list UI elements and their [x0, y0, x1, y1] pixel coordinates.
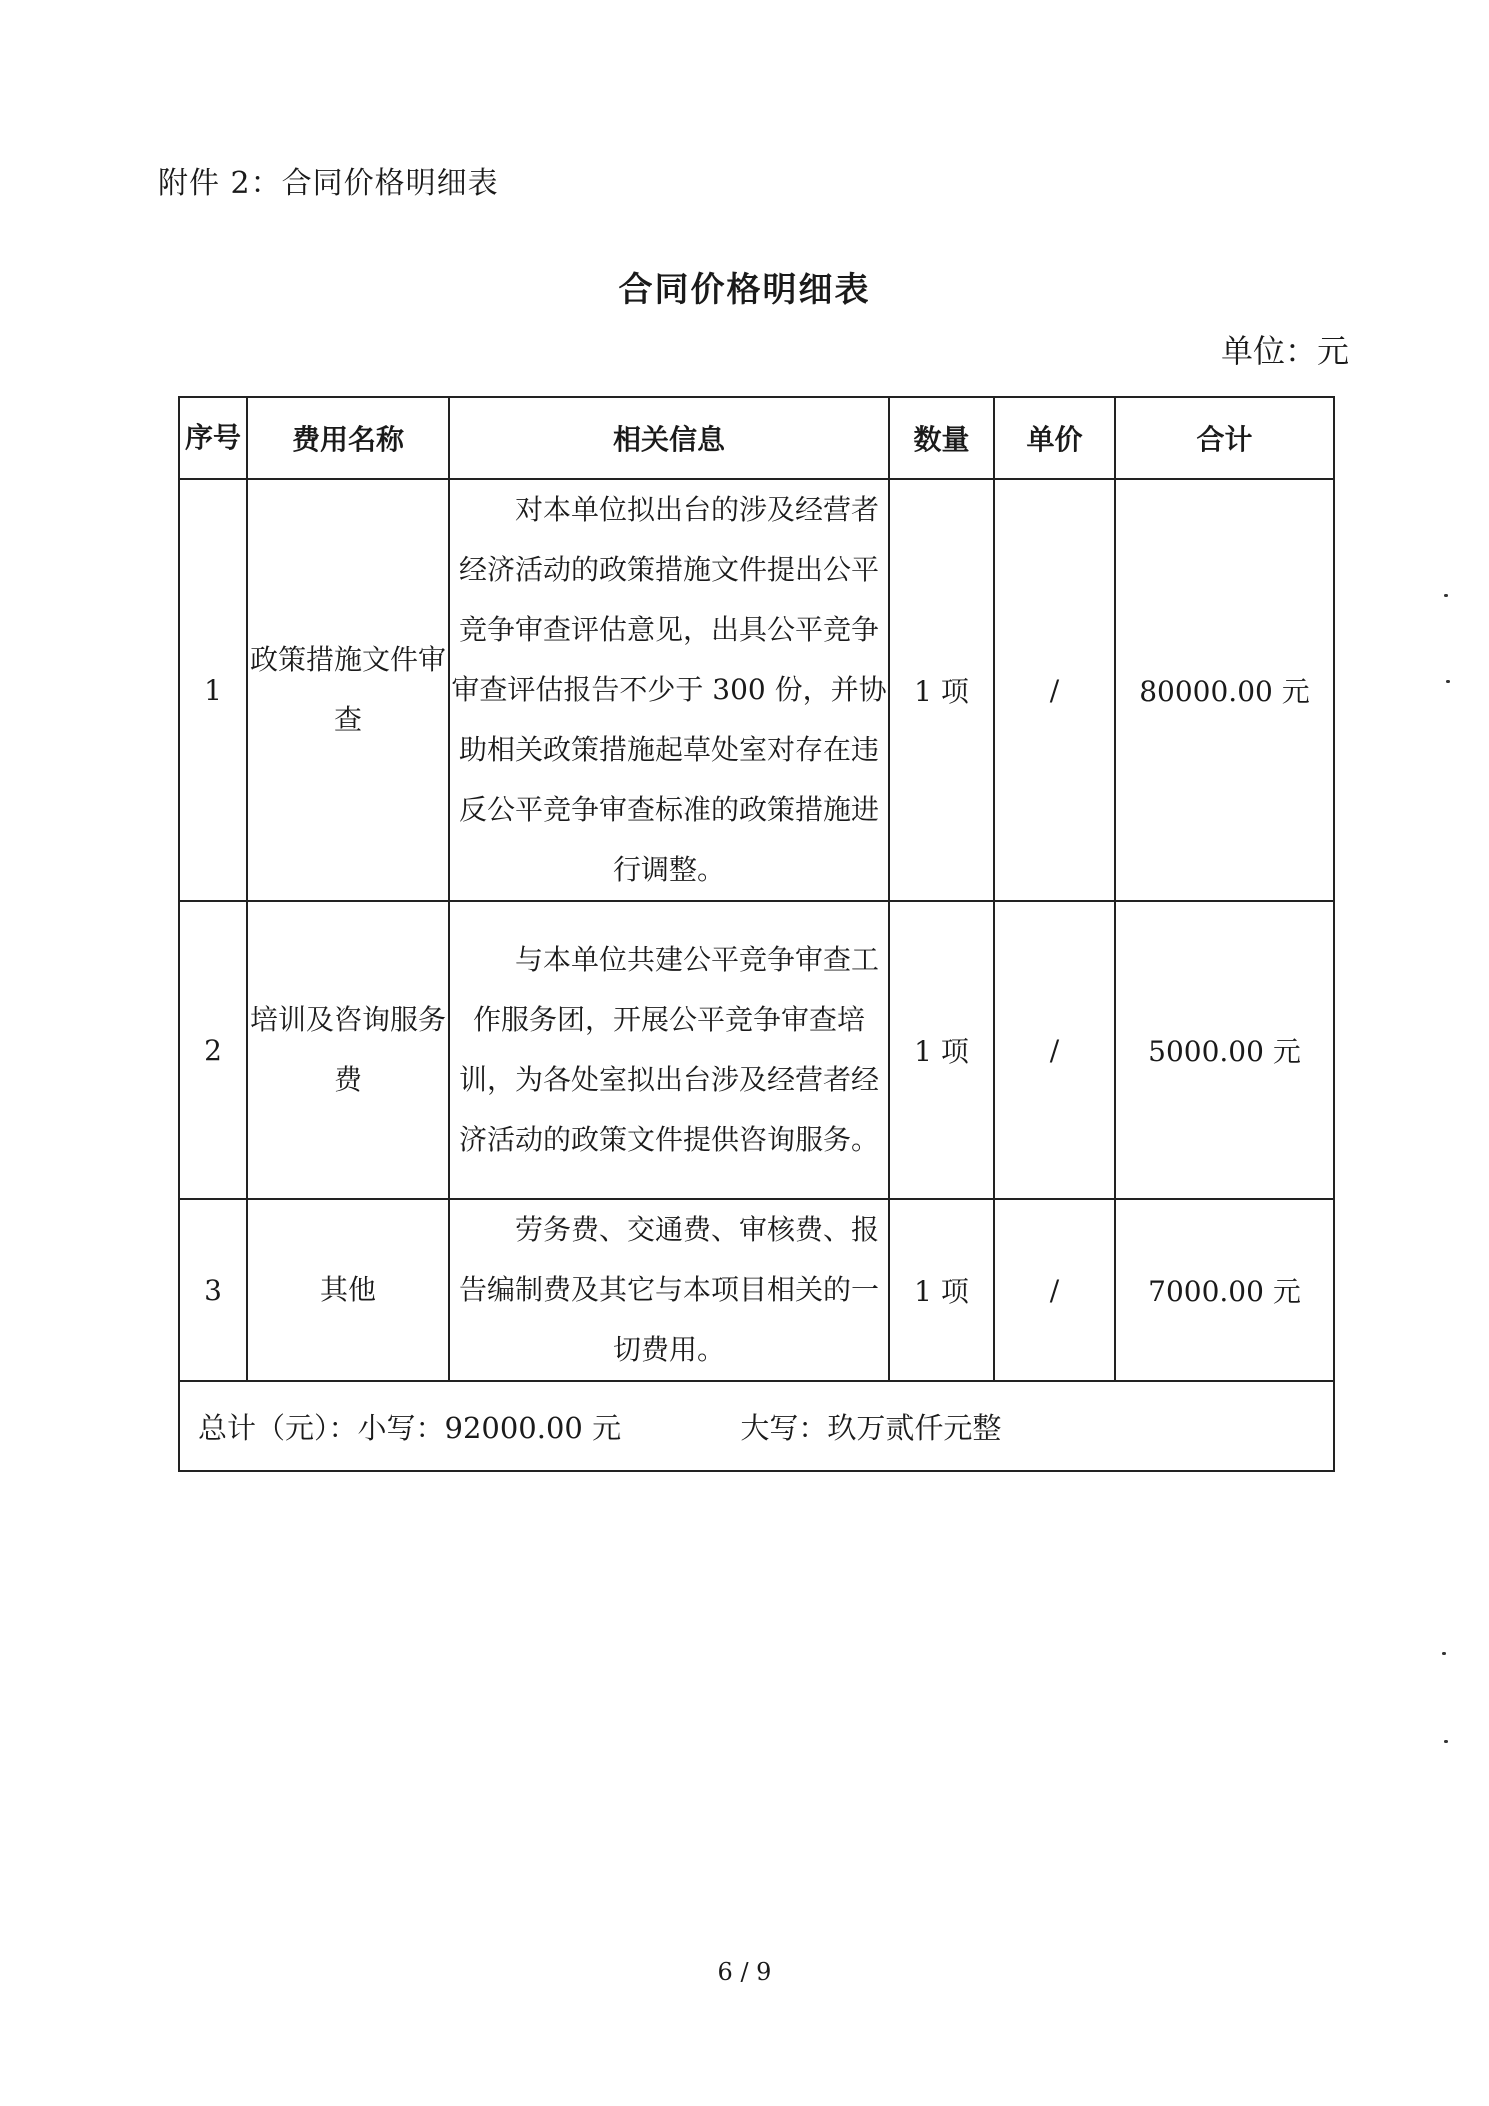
header-total: 合计 [1115, 397, 1334, 479]
row-info: 劳务费、交通费、审核费、报告编制费及其它与本项目相关的一切费用。 [449, 1199, 889, 1381]
document-title: 合同价格明细表 [618, 270, 871, 310]
scan-speck [1444, 1740, 1448, 1743]
table-row [179, 479, 1334, 901]
scan-speck [1444, 594, 1448, 597]
table-header-row [179, 397, 1334, 479]
row-total: 80000.00 元 [1115, 479, 1334, 901]
summary-row [179, 1381, 1334, 1471]
row-seq: 3 [179, 1199, 247, 1381]
attachment-label: 附件 2：合同价格明细表 [158, 166, 499, 201]
row-total: 5000.00 元 [1115, 901, 1334, 1199]
summary-upper: 大写：玖万贰仟元整 [740, 1410, 1002, 1445]
row-name: 培训及咨询服务费 [247, 901, 449, 1199]
row-unit-price: / [994, 479, 1115, 901]
page-number: 6 / 9 [717, 1958, 772, 1986]
header-info: 相关信息 [449, 397, 889, 479]
header-name: 费用名称 [247, 397, 449, 479]
header-seq: 序号 [179, 397, 247, 479]
row-unit-price: / [994, 1199, 1115, 1381]
header-qty: 数量 [889, 397, 994, 479]
header-unit-price: 单价 [994, 397, 1115, 479]
row-unit-price: / [994, 901, 1115, 1199]
row-qty: 1 项 [889, 479, 994, 901]
row-qty: 1 项 [889, 1199, 994, 1381]
row-info: 与本单位共建公平竞争审查工作服务团，开展公平竞争审查培训，为各处室拟出台涉及经营者经济活动的政策文件提供咨询服务。 [449, 901, 889, 1199]
scan-speck [1442, 1652, 1446, 1655]
row-seq: 2 [179, 901, 247, 1199]
row-qty: 1 项 [889, 901, 994, 1199]
scan-speck [1446, 680, 1450, 683]
row-name: 政策措施文件审查 [247, 479, 449, 901]
table-row [179, 1199, 1334, 1381]
unit-label: 单位：元 [1220, 332, 1349, 370]
row-total: 7000.00 元 [1115, 1199, 1334, 1381]
row-seq: 1 [179, 479, 247, 901]
price-detail-table [178, 396, 1335, 1472]
summary-lower: 总计（元）：小写：92000.00 元 [198, 1410, 622, 1445]
table-row [179, 901, 1334, 1199]
row-name: 其他 [247, 1199, 449, 1381]
row-info: 对本单位拟出台的涉及经营者经济活动的政策措施文件提出公平竞争审查评估意见，出具公平竞争审查评估报告不少于 300 份，并协助相关政策措施起草处室对存在违反公平竞争审查标准的政策措施进行调整。 [449, 479, 889, 901]
summary-cell [179, 1381, 1334, 1471]
